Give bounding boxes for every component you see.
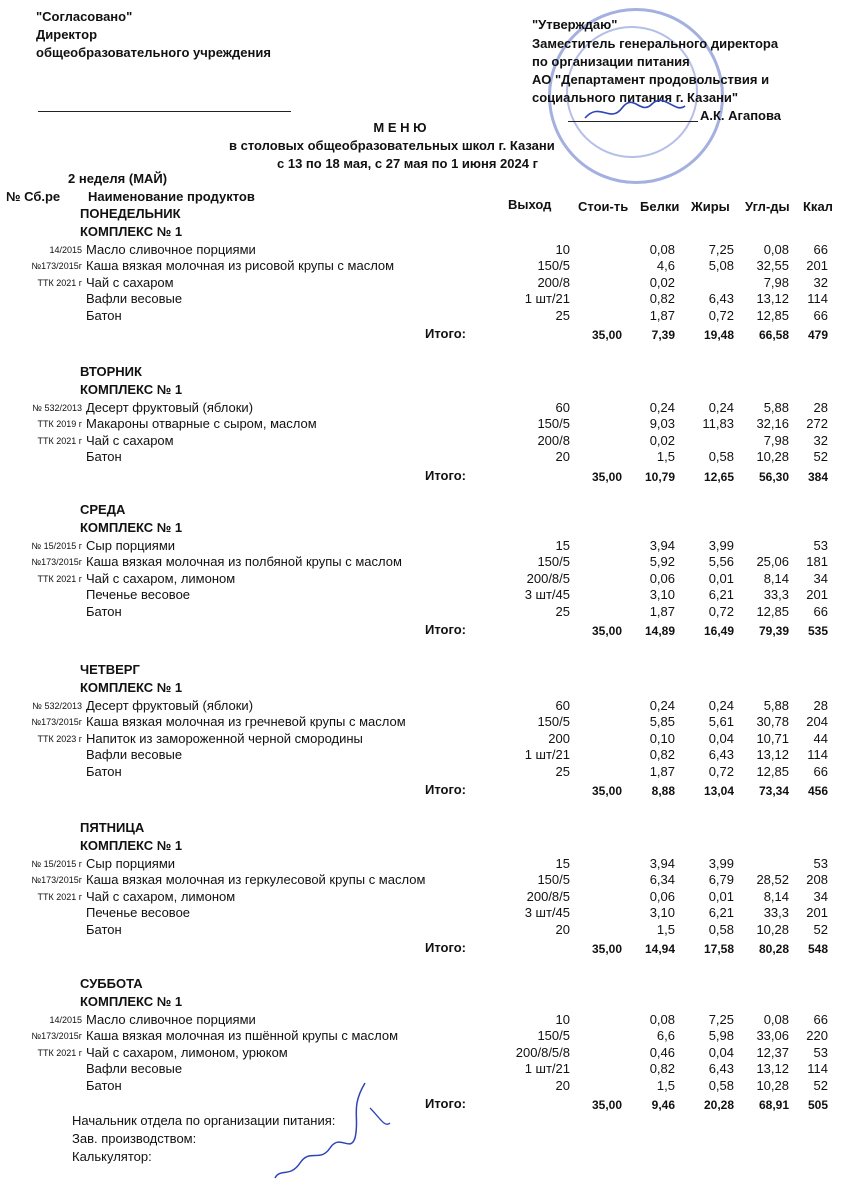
total-carbs: 66,58: [758, 328, 789, 342]
menu-item-protein: 9,03: [649, 416, 675, 432]
menu-item-yield: 1 шт/21: [524, 291, 570, 307]
menu-item-name: Десерт фруктовый (яблоки): [86, 698, 254, 713]
menu-item-kcal: 52: [813, 1077, 828, 1093]
col-fat: Жиры: [691, 199, 730, 214]
menu-item-fat: 0,58: [708, 921, 734, 937]
menu-item-protein: 3,94: [649, 856, 675, 871]
approved-right-6: А.К. Агапова: [700, 108, 782, 123]
menu-item-kcal: 201: [806, 587, 828, 603]
menu-item-kcal: 32: [813, 432, 828, 448]
menu-item-carbs: 5,88: [763, 400, 789, 415]
menu-item-carbs: 28,52: [756, 872, 789, 888]
menu-item-protein: 0,46: [649, 1044, 675, 1060]
menu-item-yield: 150/5: [537, 714, 570, 730]
menu-item-fat: 7,25: [708, 1012, 734, 1027]
day-title: ВТОРНИК: [80, 364, 142, 379]
menu-item-fat: 5,56: [708, 554, 734, 570]
menu-item-yield: 60: [555, 400, 570, 415]
menu-item-protein: 0,82: [649, 1061, 675, 1077]
menu-item-protein: 0,82: [649, 747, 675, 763]
menu-item-protein: 1,5: [656, 449, 675, 465]
menu-item-kcal: 66: [813, 763, 828, 779]
menu-item-code: 14/2015: [49, 1015, 82, 1025]
total-fat: 20,28: [703, 1098, 734, 1112]
menu-item-name: Батон: [86, 449, 122, 465]
menu-item-kcal: 34: [813, 570, 828, 586]
menu-item-carbs: 32,55: [756, 258, 789, 274]
menu-item-carbs: 32,16: [756, 416, 789, 432]
total-cost: 35,00: [591, 1098, 622, 1112]
menu-item-yield: 1 шт/21: [524, 1061, 570, 1077]
menu-item-kcal: 181: [806, 554, 828, 570]
menu-item-yield: 15: [555, 856, 570, 871]
menu-item-protein: 3,10: [649, 905, 675, 921]
menu-item-protein: 4,6: [656, 258, 675, 274]
menu-item-protein: 0,24: [649, 400, 675, 415]
footer-head-of-dept: Начальник отдела по организации питания:: [72, 1113, 336, 1128]
menu-item-code: № 15/2015 г: [31, 859, 82, 869]
menu-item-yield: 10: [555, 242, 570, 257]
menu-item-yield: 3 шт/45: [524, 905, 570, 921]
menu-item-yield: 25: [555, 763, 570, 779]
menu-item-name: Каша вязкая молочная из геркулесовой крупы с маслом: [86, 872, 426, 888]
menu-item-fat: 0,04: [708, 730, 734, 746]
menu-item-code: № 15/2015 г: [31, 541, 82, 551]
menu-item-protein: 5,92: [649, 554, 675, 570]
menu-item-kcal: 53: [813, 1044, 828, 1060]
menu-item-name: Вафли весовые: [86, 291, 183, 307]
menu-item-kcal: 44: [813, 730, 828, 746]
menu-item-fat: 0,04: [708, 1044, 734, 1060]
menu-item-yield: 3 шт/45: [524, 587, 570, 603]
total-carbs: 56,30: [758, 469, 789, 484]
menu-item-yield: 20: [555, 921, 570, 937]
menu-item-yield: 200/8/5: [526, 888, 570, 904]
menu-item-kcal: 220: [806, 1028, 828, 1044]
total-fat: 13,04: [703, 784, 734, 798]
menu-item-name: Вафли весовые: [86, 747, 183, 763]
menu-item-yield: 200/8/5/8: [515, 1044, 570, 1060]
day-title: СРЕДА: [80, 502, 126, 517]
menu-item-kcal: 52: [813, 449, 828, 465]
menu-item-protein: 6,34: [649, 872, 675, 888]
menu-item-code: № 532/2013: [32, 701, 82, 711]
menu-item-carbs: 12,37: [756, 1044, 789, 1060]
menu-item-code: №173/2015г: [31, 557, 82, 568]
menu-item-carbs: 8,14: [763, 888, 789, 904]
menu-item-name: Сыр порциями: [86, 538, 176, 553]
menu-item-name: Каша вязкая молочная из гречневой крупы с маслом: [86, 714, 406, 730]
menu-item-fat: 5,98: [708, 1028, 734, 1044]
menu-item-carbs: 12,85: [756, 603, 789, 619]
menu-item-protein: 1,87: [649, 603, 675, 619]
menu-item-name: Чай с сахаром: [86, 432, 174, 448]
week-label: 2 неделя (МАЙ): [68, 171, 168, 186]
day-title: ПОНЕДЕЛЬНИК: [80, 206, 181, 221]
total-fat: 17,58: [703, 942, 734, 956]
menu-item-kcal: 201: [806, 258, 828, 274]
menu-item-code: №173/2015г: [31, 875, 82, 886]
total-fat: 16,49: [703, 624, 734, 638]
menu-item-protein: 3,10: [649, 587, 675, 603]
menu-item-fat: 3,99: [708, 538, 734, 553]
menu-item-name: Каша вязкая молочная из рисовой крупы с маслом: [86, 258, 395, 274]
approved-left-1: "Согласовано": [36, 9, 133, 24]
menu-item-protein: 0,24: [649, 698, 675, 713]
menu-item-protein: 0,08: [649, 242, 675, 257]
total-cost: 35,00: [591, 469, 622, 484]
menu-item-name: Вафли весовые: [86, 1061, 183, 1077]
approved-right-4: АО "Департамент продовольствия и: [532, 72, 770, 87]
menu-item-yield: 200/8: [537, 274, 570, 290]
menu-item-fat: 0,72: [708, 763, 734, 779]
menu-item-yield: 150/5: [537, 416, 570, 432]
menu-item-name: Батон: [86, 603, 122, 619]
menu-item-kcal: 114: [807, 291, 828, 307]
menu-item-code: ТТК 2019 г: [37, 419, 82, 430]
menu-item-kcal: 34: [813, 888, 828, 904]
menu-item-fat: 3,99: [708, 856, 734, 871]
menu-item-fat: 0,24: [708, 400, 734, 415]
menu-item-code: ТТК 2021 г: [37, 1047, 82, 1058]
menu-item-name: Макароны отварные с сыром, маслом: [86, 416, 317, 432]
menu-item-carbs: 10,28: [756, 449, 789, 465]
menu-item-protein: 0,06: [649, 570, 675, 586]
menu-item-kcal: 272: [806, 416, 828, 432]
menu-item-yield: 200: [548, 730, 570, 746]
total-kcal: 535: [807, 624, 828, 638]
total-protein: 9,46: [651, 1098, 675, 1112]
menu-item-carbs: 0,08: [763, 1012, 789, 1027]
menu-item-kcal: 208: [806, 872, 828, 888]
total-cost: 35,00: [591, 624, 622, 638]
total-protein: 14,89: [644, 624, 675, 638]
menu-item-name: Чай с сахаром, лимоном, урюком: [86, 1044, 288, 1060]
menu-item-name: Чай с сахаром, лимоном: [86, 888, 236, 904]
menu-item-fat: 0,58: [708, 449, 734, 465]
menu-item-name: Десерт фруктовый (яблоки): [86, 400, 254, 415]
menu-item-yield: 150/5: [537, 872, 570, 888]
total-protein: 10,79: [644, 469, 675, 484]
menu-item-kcal: 52: [813, 921, 828, 937]
menu-item-code: ТТК 2021 г: [37, 277, 82, 288]
footer-calculator: Калькулятор:: [72, 1149, 152, 1164]
menu-item-protein: 0,10: [649, 730, 675, 746]
menu-item-code: ТТК 2021 г: [37, 573, 82, 584]
menu-item-fat: 7,25: [708, 242, 734, 257]
menu-item-code: ТТК 2023 г: [37, 733, 82, 744]
total-label: Итого:: [425, 326, 466, 341]
menu-item-protein: 0,82: [649, 291, 675, 307]
menu-item-yield: 150/5: [537, 258, 570, 274]
menu-item-name: Чай с сахаром: [86, 274, 174, 290]
menu-item-yield: 200/8/5: [526, 570, 570, 586]
total-kcal: 505: [807, 1098, 828, 1112]
menu-item-yield: 60: [555, 698, 570, 713]
menu-item-code: №173/2015г: [31, 261, 82, 272]
menu-item-name: Напиток из замороженной черной смородины: [86, 730, 363, 746]
menu-item-yield: 15: [555, 538, 570, 553]
total-cost: 35,00: [591, 942, 622, 956]
col-kcal: Ккал: [803, 199, 833, 214]
approved-right-5: социального питания г. Казани": [532, 90, 739, 105]
menu-item-yield: 150/5: [537, 554, 570, 570]
menu-item-name: Батон: [86, 1077, 122, 1093]
menu-item-code: 14/2015: [49, 245, 82, 255]
total-protein: 8,88: [651, 784, 675, 798]
menu-item-yield: 25: [555, 307, 570, 323]
approved-right-2: Заместитель генерального директора: [532, 36, 779, 51]
menu-item-name: Батон: [86, 307, 122, 323]
menu-item-fat: 0,58: [708, 1077, 734, 1093]
signature-line-left: [38, 111, 291, 112]
menu-item-fat: 6,43: [708, 1061, 734, 1077]
total-carbs: 80,28: [758, 942, 789, 956]
menu-item-carbs: 12,85: [756, 307, 789, 323]
menu-item-yield: 20: [555, 1077, 570, 1093]
col-carbs: Угл-ды: [745, 199, 790, 214]
menu-title: М Е Н Ю: [373, 120, 427, 135]
menu-item-kcal: 32: [813, 274, 828, 290]
menu-item-name: Чай с сахаром, лимоном: [86, 570, 236, 586]
menu-item-fat: 0,24: [708, 698, 734, 713]
menu-item-protein: 1,5: [656, 921, 675, 937]
menu-item-fat: 6,43: [708, 291, 734, 307]
menu-item-fat: 6,43: [708, 747, 734, 763]
total-carbs: 79,39: [758, 624, 789, 638]
menu-item-kcal: 53: [813, 856, 828, 871]
menu-item-yield: 150/5: [537, 1028, 570, 1044]
complex-title: КОМПЛЕКС № 1: [80, 994, 183, 1009]
menu-item-fat: 11,83: [702, 416, 734, 432]
menu-item-carbs: 0,08: [763, 242, 789, 257]
menu-item-kcal: 201: [806, 905, 828, 921]
day-title: ЧЕТВЕРГ: [80, 662, 140, 677]
menu-item-fat: 0,72: [708, 307, 734, 323]
menu-item-carbs: 13,12: [756, 291, 789, 307]
menu-item-carbs: 10,71: [756, 730, 789, 746]
menu-item-carbs: 33,3: [763, 587, 789, 603]
director-signature: [580, 96, 690, 126]
menu-item-carbs: 10,28: [756, 921, 789, 937]
total-kcal: 456: [807, 784, 828, 798]
menu-item-code: №173/2015г: [31, 1031, 82, 1042]
menu-item-protein: 6,6: [656, 1028, 675, 1044]
menu-item-name: Батон: [86, 763, 122, 779]
menu-item-fat: 5,61: [708, 714, 734, 730]
total-protein: 14,94: [644, 942, 675, 956]
complex-title: КОМПЛЕКС № 1: [80, 520, 183, 535]
menu-item-protein: 1,5: [656, 1077, 675, 1093]
menu-item-kcal: 28: [813, 400, 828, 415]
menu-item-protein: 0,02: [649, 432, 675, 448]
approved-right-1: "Утверждаю": [532, 17, 618, 32]
menu-item-name: Сыр порциями: [86, 856, 176, 871]
total-carbs: 73,34: [758, 784, 789, 798]
menu-item-protein: 1,87: [649, 763, 675, 779]
menu-item-protein: 3,94: [649, 538, 675, 553]
complex-title: КОМПЛЕКС № 1: [80, 680, 183, 695]
footer-signature: [270, 1078, 400, 1188]
col-protein: Белки: [640, 199, 680, 214]
menu-item-fat: 6,79: [708, 872, 734, 888]
complex-title: КОМПЛЕКС № 1: [80, 224, 183, 239]
total-carbs: 68,91: [758, 1098, 789, 1112]
menu-item-name: Батон: [86, 921, 122, 937]
menu-item-kcal: 66: [813, 242, 828, 257]
menu-item-protein: 5,85: [649, 714, 675, 730]
menu-item-yield: 20: [555, 449, 570, 465]
menu-item-kcal: 114: [807, 1061, 828, 1077]
menu-item-carbs: 33,06: [756, 1028, 789, 1044]
total-cost: 35,00: [591, 328, 622, 342]
menu-item-protein: 0,06: [649, 888, 675, 904]
col-code: № Сб.ре: [6, 189, 61, 204]
approved-right-3: по организации питания: [532, 54, 690, 69]
menu-item-carbs: 8,14: [763, 570, 789, 586]
menu-item-carbs: 7,98: [763, 432, 789, 448]
menu-item-yield: 25: [555, 603, 570, 619]
menu-item-name: Масло сливочное порциями: [86, 242, 256, 257]
menu-item-fat: 5,08: [708, 258, 734, 274]
col-cost: Стои-ть: [578, 199, 629, 214]
total-label: Итого:: [425, 782, 466, 797]
menu-item-fat: 0,01: [708, 570, 734, 586]
total-protein: 7,39: [651, 328, 675, 342]
menu-item-carbs: 5,88: [763, 698, 789, 713]
menu-item-kcal: 28: [813, 698, 828, 713]
total-label: Итого:: [425, 1096, 466, 1111]
menu-item-name: Печенье весовое: [86, 905, 191, 921]
menu-item-fat: 6,21: [708, 587, 734, 603]
menu-item-kcal: 66: [813, 307, 828, 323]
menu-item-code: №173/2015г: [31, 717, 82, 728]
total-cost: 35,00: [591, 784, 622, 798]
menu-item-yield: 10: [555, 1012, 570, 1027]
menu-item-code: № 532/2013: [32, 403, 82, 413]
col-name: Наименование продуктов: [88, 189, 255, 204]
menu-item-kcal: 66: [813, 603, 828, 619]
menu-item-fat: 6,21: [708, 905, 734, 921]
menu-item-name: Масло сливочное порциями: [86, 1012, 256, 1027]
menu-item-carbs: 25,06: [756, 554, 789, 570]
menu-item-name: Печенье весовое: [86, 587, 191, 603]
menu-item-carbs: 30,78: [756, 714, 789, 730]
menu-item-kcal: 204: [806, 714, 828, 730]
total-label: Итого:: [425, 622, 466, 637]
menu-item-protein: 1,87: [649, 307, 675, 323]
day-title: СУББОТА: [80, 976, 143, 991]
menu-item-carbs: 13,12: [756, 1061, 789, 1077]
menu-item-carbs: 13,12: [756, 747, 789, 763]
footer-production-head: Зав. производством:: [72, 1131, 197, 1146]
total-label: Итого:: [425, 940, 466, 955]
menu-item-carbs: 12,85: [756, 763, 789, 779]
menu-item-carbs: 7,98: [763, 274, 789, 290]
total-kcal: 384: [807, 469, 828, 484]
menu-item-fat: 0,01: [708, 888, 734, 904]
complex-title: КОМПЛЕКС № 1: [80, 382, 183, 397]
col-yield: Выход: [508, 197, 552, 212]
menu-item-carbs: 10,28: [756, 1077, 789, 1093]
menu-item-name: Каша вязкая молочная из полбяной крупы с маслом: [86, 554, 402, 570]
approved-left-2: Директор: [36, 27, 98, 42]
complex-title: КОМПЛЕКС № 1: [80, 838, 183, 853]
total-label: Итого:: [425, 467, 466, 483]
menu-item-code: ТТК 2021 г: [37, 891, 82, 902]
total-fat: 19,48: [703, 328, 734, 342]
menu-item-yield: 200/8: [537, 432, 570, 448]
menu-subtitle-1: в столовых общеобразовательных школ г. Казани: [229, 138, 555, 153]
menu-item-name: Каша вязкая молочная из пшённой крупы с маслом: [86, 1028, 399, 1044]
total-kcal: 479: [807, 328, 828, 342]
menu-item-kcal: 66: [813, 1012, 828, 1027]
menu-item-fat: 0,72: [708, 603, 734, 619]
menu-item-code: ТТК 2021 г: [37, 435, 82, 446]
day-title: ПЯТНИЦА: [80, 820, 145, 835]
approved-left-3: общеобразовательного учреждения: [36, 45, 271, 60]
menu-item-yield: 1 шт/21: [524, 747, 570, 763]
total-kcal: 548: [807, 942, 828, 956]
menu-item-protein: 0,02: [649, 274, 675, 290]
menu-item-carbs: 33,3: [763, 905, 789, 921]
menu-subtitle-2: с 13 по 18 мая, с 27 мая по 1 июня 2024 г: [277, 156, 538, 171]
menu-item-kcal: 114: [807, 747, 828, 763]
menu-item-protein: 0,08: [649, 1012, 675, 1027]
total-fat: 12,65: [703, 469, 734, 484]
menu-item-kcal: 53: [813, 538, 828, 553]
